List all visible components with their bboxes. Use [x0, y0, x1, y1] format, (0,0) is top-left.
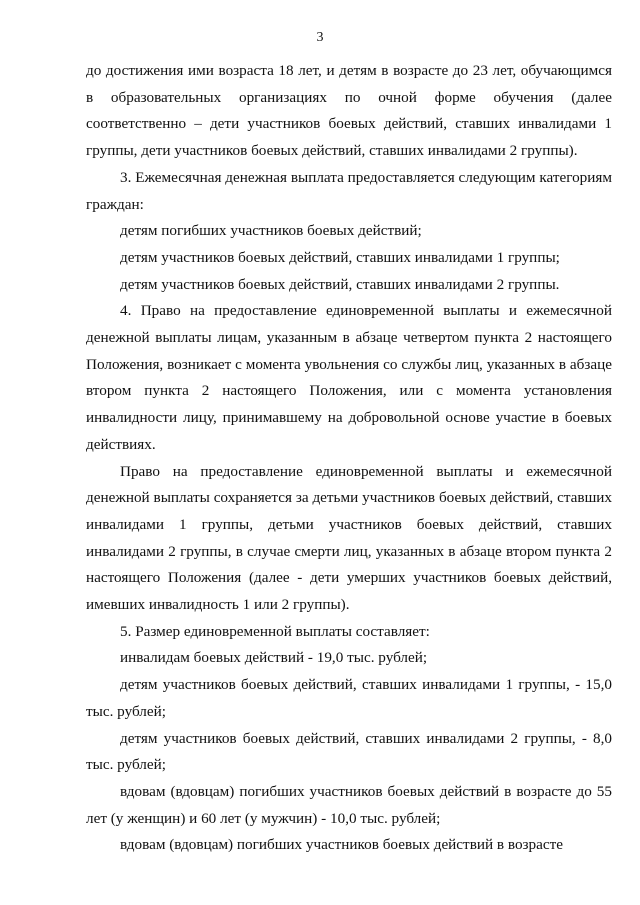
list-item: детям участников боевых действий, ставших инвалидами 2 группы, - 8,0 тыс. рублей;	[86, 729, 612, 774]
list-item: вдовам (вдовцам) погибших участников боевых действий в возрасте	[120, 836, 563, 854]
list-item: детям участников боевых действий, ставших инвалидами 2 группы.	[120, 275, 560, 293]
list-item: детям погибших участников боевых действий;	[120, 222, 422, 240]
paragraph: Право на предоставление единовременной выплаты и ежемесячной денежной выплаты сохраняется за детьми участников боевых действий, ставших инвалидами 1 группы, детьми участников боевых действий, ставших инвалидами 2 группы, в случае смерти лиц, указанных в абзаце втором пункта 2 настоящего Положения (далее - дети умерших участников боевых действий, имевших инвалидность 1 или 2 группы).	[86, 462, 612, 614]
paragraph-item-4: 4. Право на предоставление единовременной выплаты и ежемесячной денежной выплаты лицам, указанным в абзаце четвертом пункта 2 настоящего Положения, возникает с момента увольнения со службы лиц, указанных в абзаце втором пункта 2 настоящего Положения, или с момента установления инвалидности лицу, принимавшему на добровольной основе участие в боевых действиях.	[86, 302, 612, 453]
list-item: детям участников боевых действий, ставших инвалидами 1 группы, - 15,0 тыс. рублей;	[86, 676, 612, 720]
list-item: вдовам (вдовцам) погибших участников боевых действий в возрасте до 55 лет (у женщин) и 60 лет (у мужчин) - 10,0 тыс. рублей;	[86, 782, 612, 827]
paragraph-item-3: 3. Ежемесячная денежная выплата предоставляется следующим категориям граждан:	[86, 168, 612, 213]
paragraph-continuation: до достижения ими возраста 18 лет, и детям в возрасте до 23 лет, обучающимся в образовательных организациях по очной форме обучения (далее соответственно – дети участников боевых действий, ставших инвалидами 1 группы, дети участников боевых действий, ставших инвалидами 2 группы).	[86, 62, 612, 160]
document-body	[86, 58, 612, 859]
paragraph-item-5: 5. Размер единовременной выплаты составляет:	[120, 622, 430, 640]
page-number: 3	[316, 30, 324, 45]
list-item: детям участников боевых действий, ставших инвалидами 1 группы;	[120, 248, 560, 266]
list-item: инвалидам боевых действий - 19,0 тыс. рублей;	[120, 649, 428, 667]
